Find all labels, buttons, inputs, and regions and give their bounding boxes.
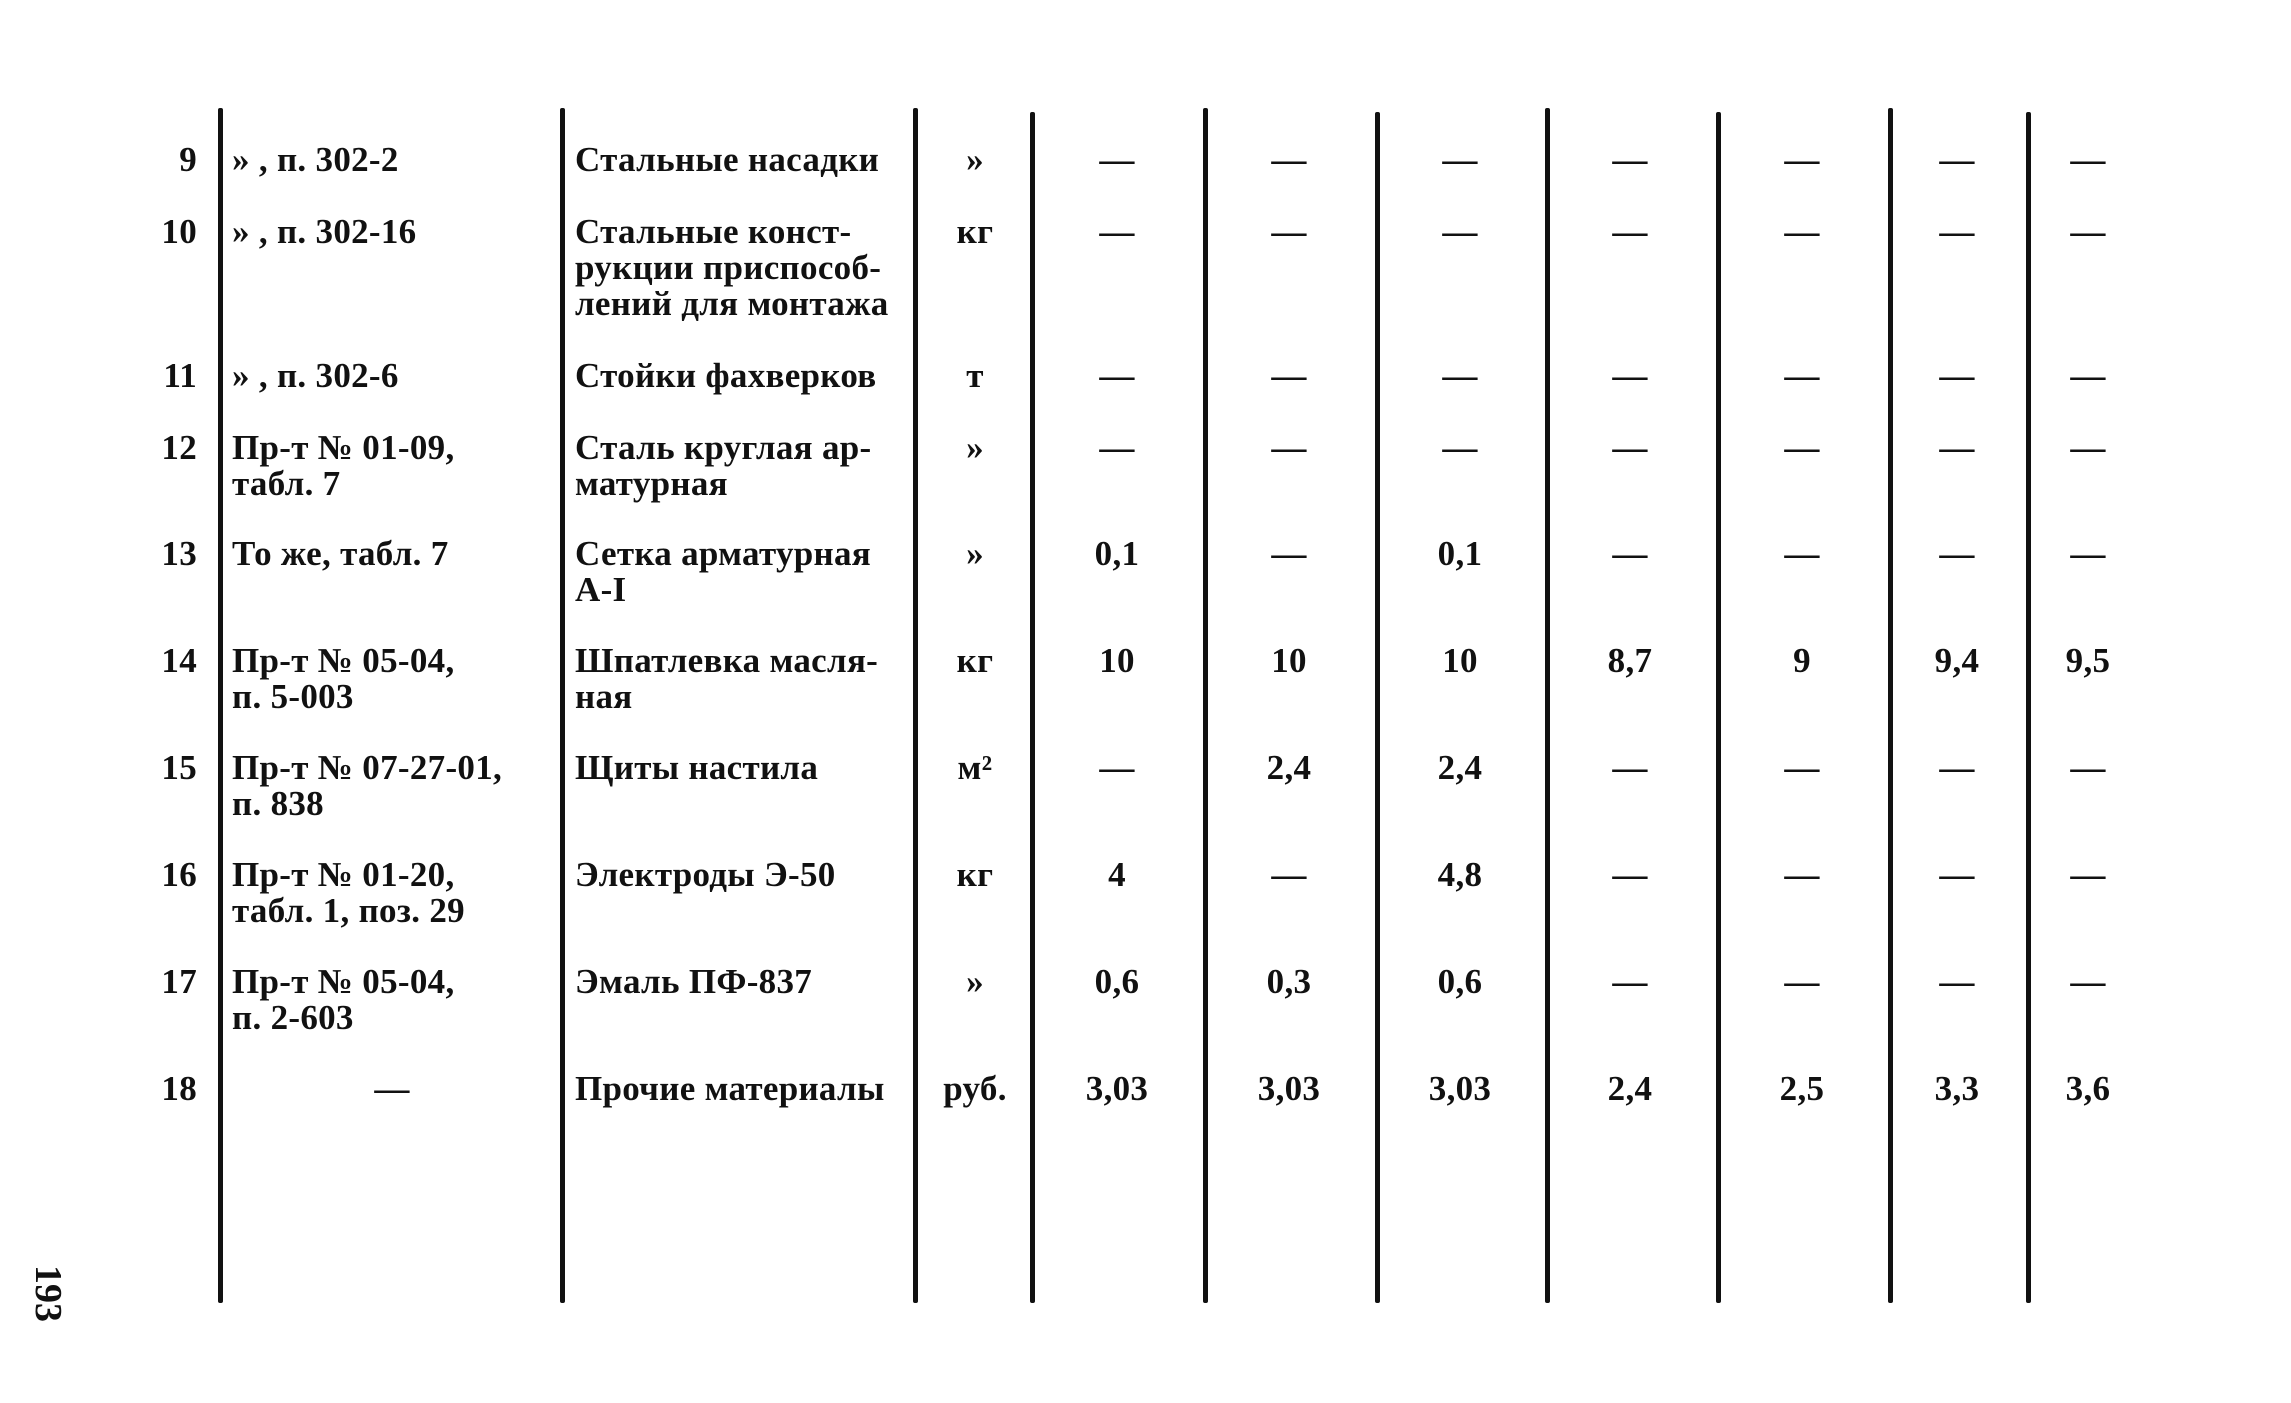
value-cell: — [1442,140,1478,179]
value-cell: — [1612,140,1648,179]
value-cell: — [2070,356,2106,395]
value-cell: 0,1 [1437,534,1483,573]
reference-cell: Пр-т № 05-04, п. 5-003 [232,641,455,716]
material-name-cell: Прочие материалы [575,1069,885,1108]
material-name-cell: Сетка арматурная А-I [575,534,872,609]
value-cell: — [1612,356,1648,395]
value-cell: 9,5 [2065,641,2111,680]
unit-cell: » [966,428,984,467]
value-cell: — [1442,356,1478,395]
row-number: 14 [161,641,197,680]
unit-cell: » [966,534,984,573]
row-number: 13 [161,534,197,573]
unit-cell: кг [956,855,994,894]
column-rule [2026,112,2031,1303]
reference-cell: — [374,1069,410,1108]
unit-cell: кг [956,212,994,251]
value-cell: 4,8 [1437,855,1483,894]
value-cell: 9 [1793,641,1811,680]
value-cell: — [1784,534,1820,573]
value-cell: 0,1 [1094,534,1140,573]
value-cell: 10 [1442,641,1478,680]
value-cell: — [1612,855,1648,894]
value-cell: — [1612,212,1648,251]
value-cell: — [1271,855,1307,894]
value-cell: 10 [1099,641,1135,680]
value-cell: 2,4 [1437,748,1483,787]
row-number: 10 [161,212,197,251]
value-cell: — [1442,212,1478,251]
unit-cell: руб. [943,1069,1007,1108]
value-cell: — [2070,428,2106,467]
row-number: 16 [161,855,197,894]
unit-cell: т [966,356,984,395]
value-cell: 2,5 [1779,1069,1825,1108]
value-cell: 9,4 [1934,641,1980,680]
reference-cell: » , п. 302-16 [232,212,417,251]
value-cell: — [2070,140,2106,179]
reference-cell: Пр-т № 01-20, табл. 1, поз. 29 [232,855,465,930]
value-cell: — [1271,428,1307,467]
row-number: 9 [179,140,197,179]
material-name-cell: Щиты настила [575,748,819,787]
material-name-cell: Электроды Э-50 [575,855,836,894]
value-cell: — [1271,356,1307,395]
column-rule [1888,108,1893,1303]
value-cell: — [1612,534,1648,573]
reference-cell: Пр-т № 07-27-01, п. 838 [232,748,503,823]
unit-cell: » [966,962,984,1001]
unit-cell: м² [957,748,993,787]
row-number: 11 [163,356,197,395]
value-cell: — [1271,534,1307,573]
value-cell: — [1939,212,1975,251]
value-cell: — [2070,748,2106,787]
row-number: 15 [161,748,197,787]
value-cell: 3,03 [1085,1069,1149,1108]
material-name-cell: Стальные насадки [575,140,880,179]
unit-cell: кг [956,641,994,680]
material-name-cell: Шпатлевка масля- ная [575,641,879,716]
value-cell: — [1099,140,1135,179]
value-cell: — [1612,962,1648,1001]
value-cell: — [1939,962,1975,1001]
value-cell: — [1099,428,1135,467]
value-cell: 0,3 [1266,962,1312,1001]
unit-cell: » [966,140,984,179]
value-cell: — [1784,212,1820,251]
value-cell: 8,7 [1607,641,1653,680]
row-number: 17 [161,962,197,1001]
value-cell: — [1939,534,1975,573]
column-rule [560,108,565,1303]
value-cell: — [1784,855,1820,894]
value-cell: — [1784,748,1820,787]
value-cell: — [2070,962,2106,1001]
reference-cell: » , п. 302-2 [232,140,399,179]
column-rule [218,108,223,1303]
reference-cell: » , п. 302-6 [232,356,399,395]
value-cell: — [1939,356,1975,395]
row-number: 18 [161,1069,197,1108]
value-cell: 2,4 [1607,1069,1653,1108]
material-name-cell: Эмаль ПФ-837 [575,962,813,1001]
value-cell: — [1442,428,1478,467]
value-cell: 3,03 [1428,1069,1492,1108]
page-number: 193 [27,1265,69,1322]
value-cell: 3,03 [1257,1069,1321,1108]
value-cell: — [1099,356,1135,395]
value-cell: — [1784,356,1820,395]
material-name-cell: Стальные конст- рукции приспособ- лений для монтажа [575,212,889,323]
column-rule [913,108,918,1303]
reference-cell: Пр-т № 05-04, п. 2-603 [232,962,455,1037]
value-cell: — [1612,748,1648,787]
value-cell: — [1099,212,1135,251]
value-cell: 3,6 [2065,1069,2111,1108]
column-rule [1545,108,1550,1303]
value-cell: — [2070,212,2106,251]
value-cell: 2,4 [1266,748,1312,787]
column-rule [1375,112,1380,1303]
reference-cell: То же, табл. 7 [232,534,449,573]
value-cell: — [1939,748,1975,787]
value-cell: — [1784,428,1820,467]
value-cell: — [1939,140,1975,179]
value-cell: — [1784,140,1820,179]
column-rule [1203,108,1208,1303]
column-rule [1030,112,1035,1303]
value-cell: — [2070,534,2106,573]
value-cell: — [1271,212,1307,251]
column-rule [1716,112,1721,1303]
value-cell: — [2070,855,2106,894]
material-name-cell: Сталь круглая ар- матурная [575,428,872,503]
value-cell: — [1271,140,1307,179]
value-cell: — [1612,428,1648,467]
value-cell: — [1784,962,1820,1001]
value-cell: 3,3 [1934,1069,1980,1108]
value-cell: 10 [1271,641,1307,680]
value-cell: — [1939,855,1975,894]
value-cell: 4 [1108,855,1126,894]
material-name-cell: Стойки фахверков [575,356,877,395]
value-cell: 0,6 [1437,962,1483,1001]
value-cell: — [1939,428,1975,467]
row-number: 12 [161,428,197,467]
reference-cell: Пр-т № 01-09, табл. 7 [232,428,455,503]
value-cell: — [1099,748,1135,787]
value-cell: 0,6 [1094,962,1140,1001]
